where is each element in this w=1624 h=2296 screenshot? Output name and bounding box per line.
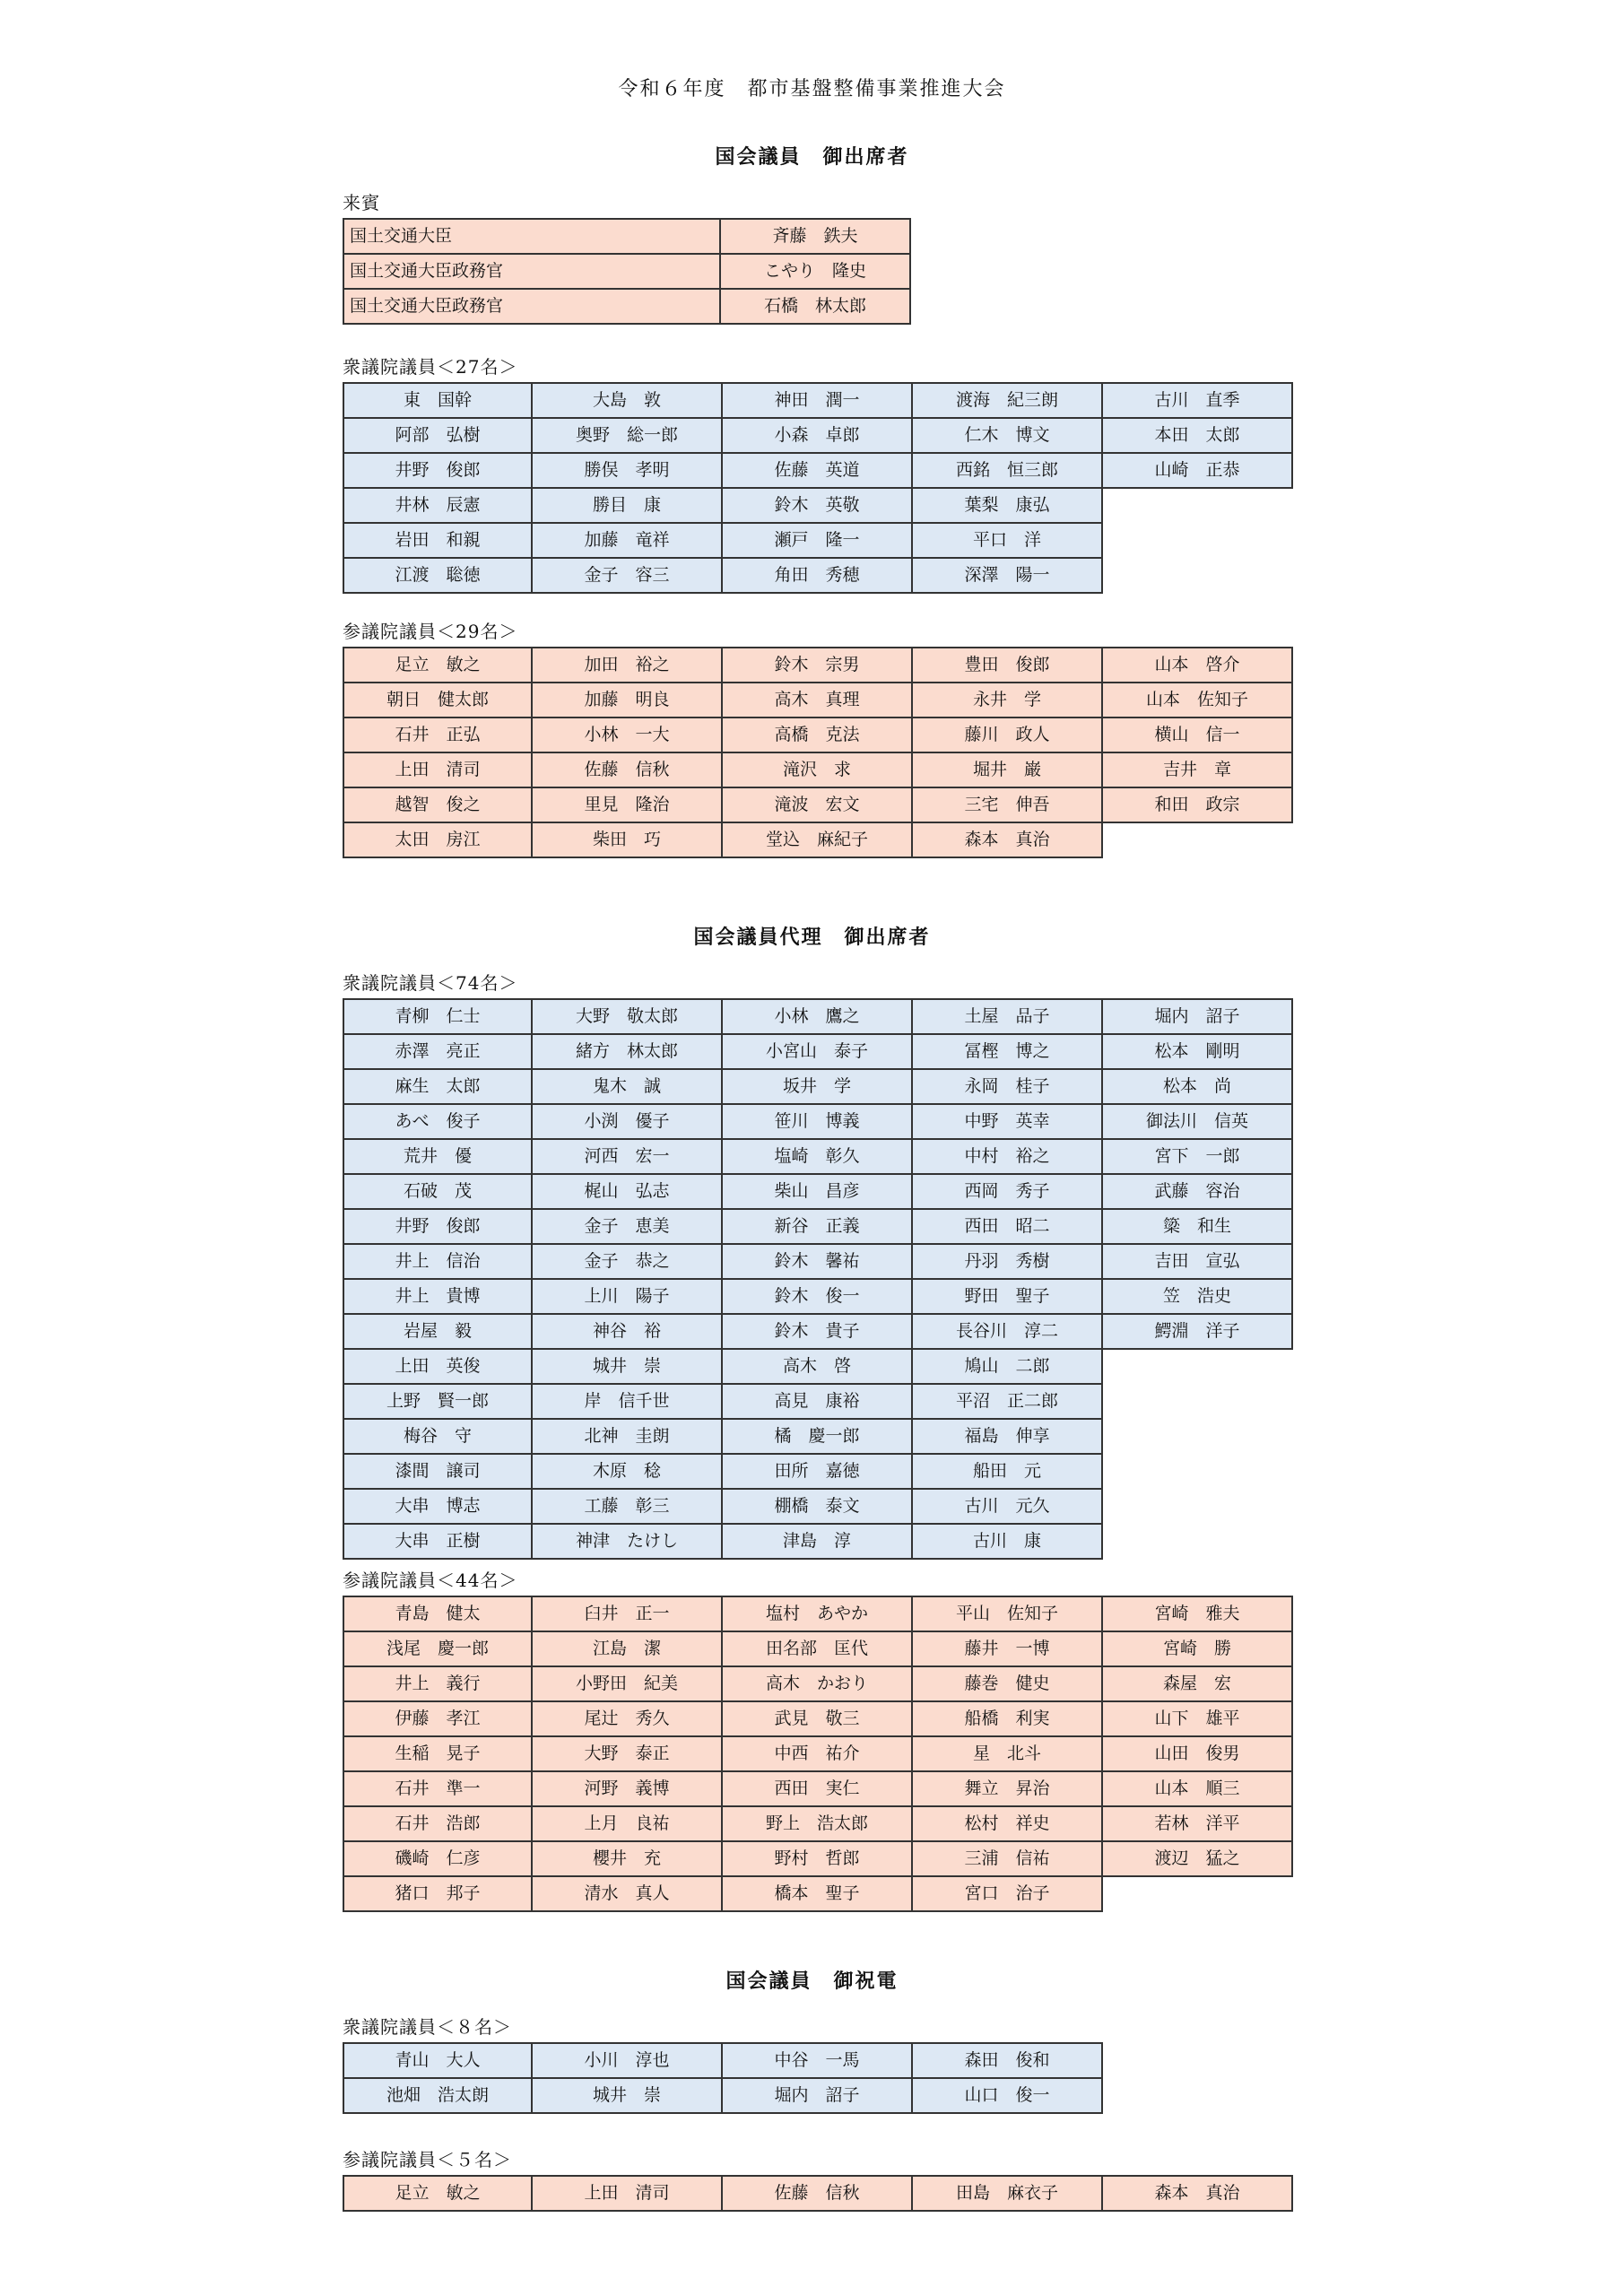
guest-table bbox=[343, 218, 911, 325]
name-cell: 簗 和生 bbox=[1103, 1210, 1293, 1245]
name-cell: 漆間 譲司 bbox=[343, 1455, 533, 1490]
name-cell: 佐藤 信秋 bbox=[533, 753, 723, 788]
name-cell: 小林 鷹之 bbox=[723, 998, 913, 1035]
name-cell: 森本 真治 bbox=[1103, 2175, 1293, 2212]
group-label: 参議院議員＜29名＞ bbox=[343, 621, 518, 642]
name-cell: 土屋 品子 bbox=[913, 998, 1103, 1035]
name-cell: 石破 茂 bbox=[343, 1175, 533, 1210]
name-cell: 西田 昭二 bbox=[913, 1210, 1103, 1245]
name-cell: 上川 陽子 bbox=[533, 1280, 723, 1315]
name-cell: 奥野 総一郎 bbox=[533, 419, 723, 454]
guest-title-cell: 国土交通大臣政務官 bbox=[343, 290, 721, 325]
name-cell: 棚橋 泰文 bbox=[723, 1490, 913, 1525]
name-cell: 勝目 康 bbox=[533, 489, 723, 524]
member-table bbox=[343, 382, 1293, 594]
name-cell: 武藤 容治 bbox=[1103, 1175, 1293, 1210]
name-cell: 宮崎 雅夫 bbox=[1103, 1596, 1293, 1632]
empty-cell bbox=[1103, 1877, 1293, 1910]
name-cell: 平口 洋 bbox=[913, 524, 1103, 559]
name-cell: 井林 辰憲 bbox=[343, 489, 533, 524]
section-heading: 国会議員 御出席者 bbox=[715, 145, 909, 169]
member-group bbox=[343, 616, 1293, 858]
name-cell: 神谷 裕 bbox=[533, 1315, 723, 1350]
name-cell: 城井 崇 bbox=[533, 1350, 723, 1385]
member-table bbox=[343, 1596, 1293, 1912]
name-cell: 塩崎 彰久 bbox=[723, 1140, 913, 1175]
name-cell: 上月 良祐 bbox=[533, 1807, 723, 1842]
name-cell: 岸 信千世 bbox=[533, 1385, 723, 1420]
name-cell: 石井 浩郎 bbox=[343, 1807, 533, 1842]
name-cell: 太田 房江 bbox=[343, 823, 533, 858]
name-cell: 山口 俊一 bbox=[913, 2079, 1103, 2114]
name-cell: 加藤 明良 bbox=[533, 683, 723, 718]
name-cell: 豊田 俊郎 bbox=[913, 647, 1103, 683]
name-cell: 本田 太郎 bbox=[1103, 419, 1293, 454]
name-cell: 東 国幹 bbox=[343, 382, 533, 419]
name-cell: 阿部 弘樹 bbox=[343, 419, 533, 454]
name-cell: 江島 潔 bbox=[533, 1632, 723, 1667]
guest-title-cell: 国土交通大臣 bbox=[343, 218, 721, 255]
name-cell: 小林 一大 bbox=[533, 718, 723, 753]
name-cell: 塩村 あやか bbox=[723, 1596, 913, 1632]
name-cell: 磯崎 仁彦 bbox=[343, 1842, 533, 1877]
guest-name-cell: こやり 隆史 bbox=[721, 255, 911, 290]
name-cell: 上田 清司 bbox=[533, 2175, 723, 2212]
name-cell: 柴田 巧 bbox=[533, 823, 723, 858]
name-cell: 西銘 恒三郎 bbox=[913, 454, 1103, 489]
name-cell: 松本 剛明 bbox=[1103, 1035, 1293, 1070]
name-cell: 西田 実仁 bbox=[723, 1772, 913, 1807]
name-cell: 大串 博志 bbox=[343, 1490, 533, 1525]
empty-cell bbox=[1103, 559, 1293, 592]
name-cell: 山本 啓介 bbox=[1103, 647, 1293, 683]
name-cell: 臼井 正一 bbox=[533, 1596, 723, 1632]
name-cell: 井野 俊郎 bbox=[343, 454, 533, 489]
empty-cell bbox=[1103, 1385, 1293, 1418]
name-cell: 高木 真理 bbox=[723, 683, 913, 718]
empty-cell bbox=[1103, 2079, 1293, 2112]
name-cell: 横山 信一 bbox=[1103, 718, 1293, 753]
name-cell: 小宮山 泰子 bbox=[723, 1035, 913, 1070]
name-cell: 猪口 邦子 bbox=[343, 1877, 533, 1912]
member-table bbox=[343, 998, 1293, 1560]
member-table bbox=[343, 2042, 1293, 2114]
name-cell: 木原 稔 bbox=[533, 1455, 723, 1490]
name-cell: 森田 俊和 bbox=[913, 2042, 1103, 2079]
name-cell: 河野 義博 bbox=[533, 1772, 723, 1807]
name-cell: 滝波 宏文 bbox=[723, 788, 913, 823]
name-cell: 山田 俊男 bbox=[1103, 1737, 1293, 1772]
name-cell: 藤巻 健史 bbox=[913, 1667, 1103, 1702]
name-cell: 瀬戸 隆一 bbox=[723, 524, 913, 559]
name-cell: 渡辺 猛之 bbox=[1103, 1842, 1293, 1877]
name-cell: 吉田 宣弘 bbox=[1103, 1245, 1293, 1280]
name-cell: 山本 佐知子 bbox=[1103, 683, 1293, 718]
name-cell: 上野 賢一郎 bbox=[343, 1385, 533, 1420]
name-cell: 冨樫 博之 bbox=[913, 1035, 1103, 1070]
name-cell: 津島 淳 bbox=[723, 1525, 913, 1560]
name-cell: 堀井 巌 bbox=[913, 753, 1103, 788]
name-cell: 石井 正弘 bbox=[343, 718, 533, 753]
member-group bbox=[343, 968, 1293, 1560]
name-cell: 永岡 桂子 bbox=[913, 1070, 1103, 1105]
name-cell: 神津 たけし bbox=[533, 1525, 723, 1560]
name-cell: 高見 康裕 bbox=[723, 1385, 913, 1420]
name-cell: 城井 崇 bbox=[533, 2079, 723, 2114]
name-cell: 生稲 晃子 bbox=[343, 1737, 533, 1772]
name-cell: 橋本 聖子 bbox=[723, 1877, 913, 1912]
name-cell: 大串 正樹 bbox=[343, 1525, 533, 1560]
name-cell: 平山 佐知子 bbox=[913, 1596, 1103, 1632]
name-cell: あべ 俊子 bbox=[343, 1105, 533, 1140]
group-label: 参議院議員＜44名＞ bbox=[343, 1570, 518, 1591]
name-cell: 中谷 一馬 bbox=[723, 2042, 913, 2079]
name-cell: 藤井 一博 bbox=[913, 1632, 1103, 1667]
name-cell: 西岡 秀子 bbox=[913, 1175, 1103, 1210]
group-label: 衆議院議員＜27名＞ bbox=[343, 356, 518, 378]
name-cell: 小野田 紀美 bbox=[533, 1667, 723, 1702]
name-cell: 勝俣 孝明 bbox=[533, 454, 723, 489]
name-cell: 吉井 章 bbox=[1103, 753, 1293, 788]
name-cell: 足立 敏之 bbox=[343, 647, 533, 683]
empty-cell bbox=[1103, 489, 1293, 522]
guest-name-cell: 石橋 林太郎 bbox=[721, 290, 911, 325]
name-cell: 青山 大人 bbox=[343, 2042, 533, 2079]
name-cell: 中西 祐介 bbox=[723, 1737, 913, 1772]
name-cell: 武見 敬三 bbox=[723, 1702, 913, 1737]
name-cell: 櫻井 充 bbox=[533, 1842, 723, 1877]
name-cell: 笠 浩史 bbox=[1103, 1280, 1293, 1315]
empty-cell bbox=[1103, 2042, 1293, 2075]
name-cell: 小渕 優子 bbox=[533, 1105, 723, 1140]
name-cell: 緒方 林太郎 bbox=[533, 1035, 723, 1070]
name-cell: 古川 直季 bbox=[1103, 382, 1293, 419]
member-table bbox=[343, 2175, 1293, 2212]
name-cell: 星 北斗 bbox=[913, 1737, 1103, 1772]
name-cell: 森本 真治 bbox=[913, 823, 1103, 858]
name-cell: 鈴木 馨祐 bbox=[723, 1245, 913, 1280]
name-cell: 鰐淵 洋子 bbox=[1103, 1315, 1293, 1350]
name-cell: 小川 淳也 bbox=[533, 2042, 723, 2079]
name-cell: 梶山 弘志 bbox=[533, 1175, 723, 1210]
name-cell: 江渡 聡徳 bbox=[343, 559, 533, 594]
name-cell: 石井 準一 bbox=[343, 1772, 533, 1807]
name-cell: 坂井 学 bbox=[723, 1070, 913, 1105]
empty-cell bbox=[1103, 1455, 1293, 1488]
name-cell: 金子 容三 bbox=[533, 559, 723, 594]
name-cell: 宮口 治子 bbox=[913, 1877, 1103, 1912]
name-cell: 葉梨 康弘 bbox=[913, 489, 1103, 524]
name-cell: 田名部 匡代 bbox=[723, 1632, 913, 1667]
name-cell: 浅尾 慶一郎 bbox=[343, 1632, 533, 1667]
name-cell: 大野 敬太郎 bbox=[533, 998, 723, 1035]
name-cell: 神田 潤一 bbox=[723, 382, 913, 419]
empty-cell bbox=[1103, 1525, 1293, 1558]
name-cell: 野上 浩太郎 bbox=[723, 1807, 913, 1842]
name-cell: 河西 宏一 bbox=[533, 1140, 723, 1175]
name-cell: 船橋 利実 bbox=[913, 1702, 1103, 1737]
name-cell: 高木 啓 bbox=[723, 1350, 913, 1385]
name-cell: 青柳 仁士 bbox=[343, 998, 533, 1035]
name-cell: 深澤 陽一 bbox=[913, 559, 1103, 594]
name-cell: 伊藤 孝江 bbox=[343, 1702, 533, 1737]
name-cell: 中村 裕之 bbox=[913, 1140, 1103, 1175]
name-cell: 古川 康 bbox=[913, 1525, 1103, 1560]
name-cell: 森屋 宏 bbox=[1103, 1667, 1293, 1702]
name-cell: 井上 義行 bbox=[343, 1667, 533, 1702]
name-cell: 大島 敦 bbox=[533, 382, 723, 419]
name-cell: 佐藤 信秋 bbox=[723, 2175, 913, 2212]
guest-name-cell: 斉藤 鉄夫 bbox=[721, 218, 911, 255]
name-cell: 山本 順三 bbox=[1103, 1772, 1293, 1807]
name-cell: 清水 真人 bbox=[533, 1877, 723, 1912]
name-cell: 古川 元久 bbox=[913, 1490, 1103, 1525]
name-cell: 尾辻 秀久 bbox=[533, 1702, 723, 1737]
name-cell: 大野 泰正 bbox=[533, 1737, 723, 1772]
name-cell: 宮下 一郎 bbox=[1103, 1140, 1293, 1175]
name-cell: 岩田 和親 bbox=[343, 524, 533, 559]
name-cell: 三浦 信祐 bbox=[913, 1842, 1103, 1877]
name-cell: 鈴木 宗男 bbox=[723, 647, 913, 683]
name-cell: 鈴木 貴子 bbox=[723, 1315, 913, 1350]
name-cell: 福島 伸享 bbox=[913, 1420, 1103, 1455]
name-cell: 金子 恭之 bbox=[533, 1245, 723, 1280]
name-cell: 長谷川 淳二 bbox=[913, 1315, 1103, 1350]
name-cell: 池畑 浩太朗 bbox=[343, 2079, 533, 2114]
name-cell: 工藤 彰三 bbox=[533, 1490, 723, 1525]
name-cell: 上田 清司 bbox=[343, 753, 533, 788]
name-cell: 鬼木 誠 bbox=[533, 1070, 723, 1105]
name-cell: 佐藤 英道 bbox=[723, 454, 913, 489]
name-cell: 藤川 政人 bbox=[913, 718, 1103, 753]
name-cell: 野田 聖子 bbox=[913, 1280, 1103, 1315]
guest-label: 来賓 bbox=[343, 192, 380, 213]
name-cell: 永井 学 bbox=[913, 683, 1103, 718]
name-cell: 梅谷 守 bbox=[343, 1420, 533, 1455]
name-cell: 加藤 竜祥 bbox=[533, 524, 723, 559]
name-cell: 渡海 紀三朗 bbox=[913, 382, 1103, 419]
name-cell: 山下 雄平 bbox=[1103, 1702, 1293, 1737]
name-cell: 御法川 信英 bbox=[1103, 1105, 1293, 1140]
name-cell: 中野 英幸 bbox=[913, 1105, 1103, 1140]
name-cell: 鈴木 俊一 bbox=[723, 1280, 913, 1315]
name-cell: 野村 哲郎 bbox=[723, 1842, 913, 1877]
document-title: 令和６年度 都市基盤整備事業推進大会 bbox=[618, 78, 1006, 100]
name-cell: 鳩山 二郎 bbox=[913, 1350, 1103, 1385]
guest-block bbox=[343, 187, 911, 325]
member-group bbox=[343, 352, 1293, 594]
name-cell: 平沼 正二郎 bbox=[913, 1385, 1103, 1420]
section-heading: 国会議員代理 御出席者 bbox=[693, 926, 931, 949]
name-cell: 宮崎 勝 bbox=[1103, 1632, 1293, 1667]
name-cell: 角田 秀穂 bbox=[723, 559, 913, 594]
member-group bbox=[343, 1565, 1293, 1912]
name-cell: 舞立 昇治 bbox=[913, 1772, 1103, 1807]
name-cell: 松村 祥史 bbox=[913, 1807, 1103, 1842]
name-cell: 田所 嘉徳 bbox=[723, 1455, 913, 1490]
name-cell: 新谷 正義 bbox=[723, 1210, 913, 1245]
member-group bbox=[343, 2144, 1293, 2212]
group-label: 衆議院議員＜８名＞ bbox=[343, 2016, 512, 2038]
empty-cell bbox=[1103, 1420, 1293, 1453]
name-cell: 橘 慶一郎 bbox=[723, 1420, 913, 1455]
name-cell: 仁木 博文 bbox=[913, 419, 1103, 454]
name-cell: 堂込 麻紀子 bbox=[723, 823, 913, 858]
section-heading: 国会議員 御祝電 bbox=[725, 1970, 899, 1993]
name-cell: 若林 洋平 bbox=[1103, 1807, 1293, 1842]
name-cell: 荒井 優 bbox=[343, 1140, 533, 1175]
name-cell: 里見 隆治 bbox=[533, 788, 723, 823]
name-cell: 高木 かおり bbox=[723, 1667, 913, 1702]
empty-cell bbox=[1103, 1490, 1293, 1523]
member-group bbox=[343, 2012, 1293, 2114]
name-cell: 井野 俊郎 bbox=[343, 1210, 533, 1245]
name-cell: 足立 敏之 bbox=[343, 2175, 533, 2212]
name-cell: 丹羽 秀樹 bbox=[913, 1245, 1103, 1280]
empty-cell bbox=[1103, 524, 1293, 557]
name-cell: 松本 尚 bbox=[1103, 1070, 1293, 1105]
name-cell: 堀内 詔子 bbox=[723, 2079, 913, 2114]
name-cell: 加田 裕之 bbox=[533, 647, 723, 683]
name-cell: 北神 圭朗 bbox=[533, 1420, 723, 1455]
name-cell: 船田 元 bbox=[913, 1455, 1103, 1490]
name-cell: 赤澤 亮正 bbox=[343, 1035, 533, 1070]
name-cell: 朝日 健太郎 bbox=[343, 683, 533, 718]
name-cell: 三宅 伸吾 bbox=[913, 788, 1103, 823]
guest-title-cell: 国土交通大臣政務官 bbox=[343, 255, 721, 290]
name-cell: 柴山 昌彦 bbox=[723, 1175, 913, 1210]
name-cell: 鈴木 英敬 bbox=[723, 489, 913, 524]
name-cell: 田島 麻衣子 bbox=[913, 2175, 1103, 2212]
group-label: 参議院議員＜５名＞ bbox=[343, 2149, 512, 2170]
name-cell: 金子 恵美 bbox=[533, 1210, 723, 1245]
name-cell: 麻生 太郎 bbox=[343, 1070, 533, 1105]
name-cell: 小森 卓郎 bbox=[723, 419, 913, 454]
name-cell: 堀内 詔子 bbox=[1103, 998, 1293, 1035]
empty-cell bbox=[1103, 1350, 1293, 1383]
name-cell: 青島 健太 bbox=[343, 1596, 533, 1632]
name-cell: 山崎 正恭 bbox=[1103, 454, 1293, 489]
name-cell: 井上 信治 bbox=[343, 1245, 533, 1280]
name-cell: 笹川 博義 bbox=[723, 1105, 913, 1140]
name-cell: 高橋 克法 bbox=[723, 718, 913, 753]
empty-cell bbox=[1103, 823, 1293, 857]
name-cell: 上田 英俊 bbox=[343, 1350, 533, 1385]
name-cell: 和田 政宗 bbox=[1103, 788, 1293, 823]
member-table bbox=[343, 647, 1293, 858]
name-cell: 岩屋 毅 bbox=[343, 1315, 533, 1350]
name-cell: 滝沢 求 bbox=[723, 753, 913, 788]
name-cell: 越智 俊之 bbox=[343, 788, 533, 823]
group-label: 衆議院議員＜74名＞ bbox=[343, 972, 518, 994]
name-cell: 井上 貴博 bbox=[343, 1280, 533, 1315]
